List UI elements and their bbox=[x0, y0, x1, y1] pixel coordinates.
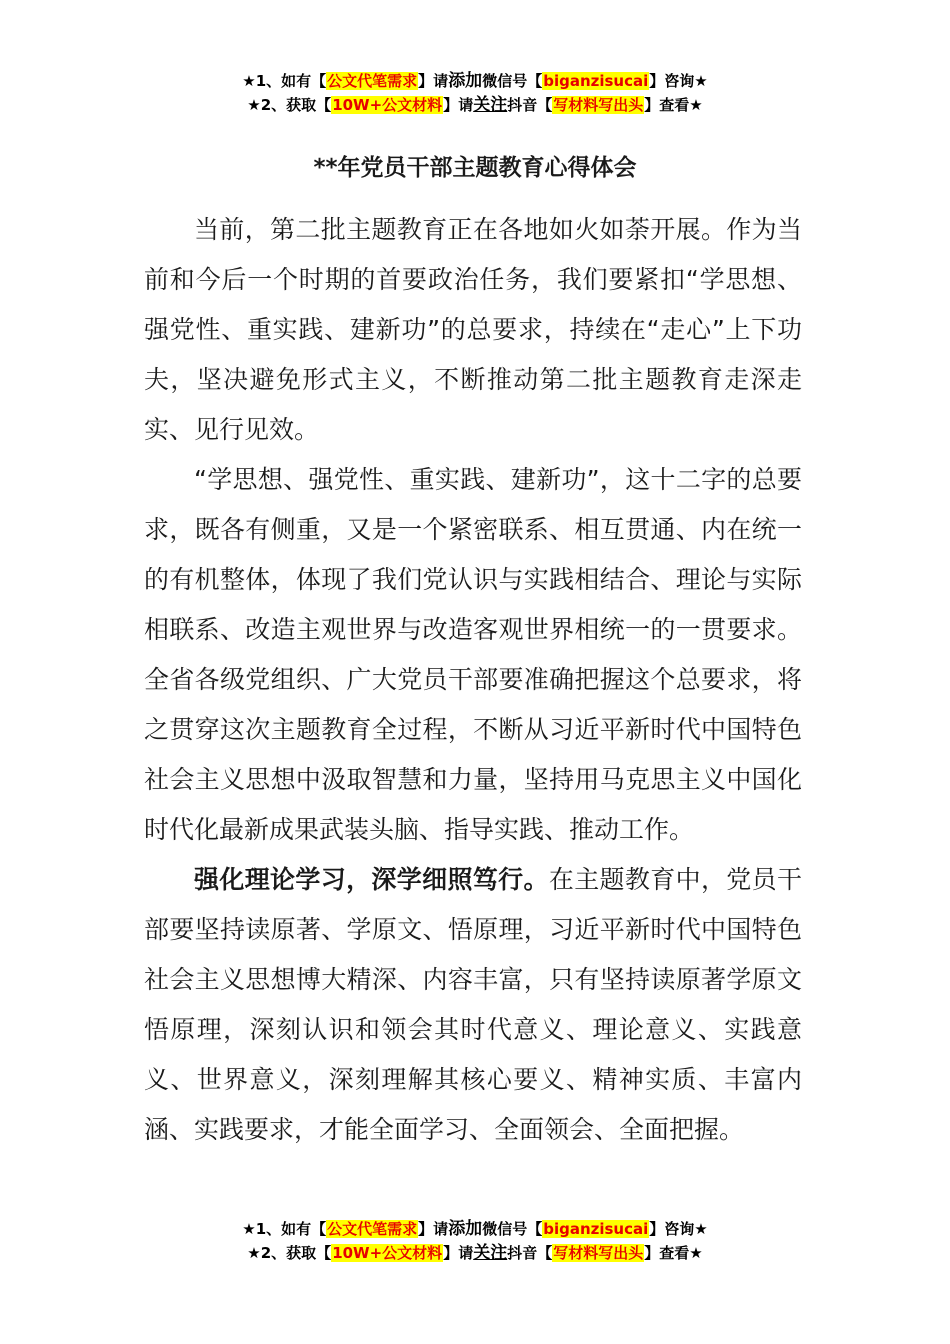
highlight-douyin-account: 写材料写出头 bbox=[553, 96, 644, 114]
banner-text: 】请 bbox=[443, 96, 474, 114]
emphasis-follow: 关注 bbox=[473, 95, 508, 115]
banner-text: 】咨询 bbox=[649, 72, 695, 90]
paragraph-3 bbox=[144, 855, 802, 1155]
banner-text: 1、如有【 bbox=[255, 1220, 327, 1238]
banner-text: 抖音【 bbox=[507, 96, 553, 114]
highlight-wechat-id: biganzisucai bbox=[543, 1220, 649, 1238]
banner-text: 】请 bbox=[418, 1220, 449, 1238]
banner-text: 2、获取【 bbox=[260, 1244, 332, 1262]
banner-line-2 bbox=[0, 1241, 950, 1265]
banner-text: 】请 bbox=[443, 1244, 474, 1262]
emphasis-add: 添加 bbox=[448, 71, 483, 91]
banner-text: 微信号【 bbox=[482, 72, 543, 90]
star-icon: ★ bbox=[247, 96, 261, 114]
star-icon: ★ bbox=[694, 72, 708, 90]
banner-text: 】查看 bbox=[644, 96, 690, 114]
highlight-service: 公文代笔需求 bbox=[327, 72, 418, 90]
banner-text: 2、获取【 bbox=[260, 96, 332, 114]
star-icon: ★ bbox=[694, 1220, 708, 1238]
star-icon: ★ bbox=[242, 1220, 256, 1238]
banner-line-1 bbox=[0, 69, 950, 93]
paragraph-1 bbox=[144, 205, 802, 455]
highlight-service: 公文代笔需求 bbox=[327, 1220, 418, 1238]
paragraph-2 bbox=[144, 455, 802, 855]
emphasis-follow: 关注 bbox=[473, 1243, 508, 1263]
banner-line-2 bbox=[0, 93, 950, 117]
banner-text: 】查看 bbox=[644, 1244, 690, 1262]
header-banner bbox=[0, 69, 950, 117]
document-title: **年党员干部主题教育心得体会 bbox=[313, 155, 637, 181]
highlight-materials: 10W+公文材料 bbox=[332, 1244, 443, 1262]
paragraph-text: “学思想、强党性、重实践、建新功”，这十二字的总要求，既各有侧重，又是一个紧密联系、相互贯通、内在统一的有机整体，体现了我们党认识与实践相结合、理论与实际相联系、改造主观世界与改造客观世界相统一的一贯要求。全省各级党组织、广大党员干部要准确把握这个总要求，将之贯穿这次主题教育全过程，不断从习近平新时代中国特色社会主义思想中汲取智慧和力量，坚持用马克思主义中国化时代化最新成果武装头脑、指导实践、推动工作。 bbox=[144, 465, 802, 844]
highlight-wechat-id: biganzisucai bbox=[543, 72, 649, 90]
paragraph-lead: 强化理论学习，深学细照笃行。 bbox=[194, 865, 549, 894]
star-icon: ★ bbox=[689, 1244, 703, 1262]
banner-text: 】咨询 bbox=[649, 1220, 695, 1238]
paragraph-text: 当前，第二批主题教育正在各地如火如荼开展。作为当前和今后一个时期的首要政治任务，我们要紧扣“学思想、强党性、重实践、建新功”的总要求，持续在“走心”上下功夫，坚决避免形式主义，不断推动第二批主题教育走深走实、见行见效。 bbox=[144, 215, 802, 444]
star-icon: ★ bbox=[247, 1244, 261, 1262]
banner-line-1 bbox=[0, 1217, 950, 1241]
footer-banner bbox=[0, 1217, 950, 1265]
banner-text: 抖音【 bbox=[507, 1244, 553, 1262]
document-body bbox=[144, 205, 802, 1155]
star-icon: ★ bbox=[242, 72, 256, 90]
banner-text: 微信号【 bbox=[482, 1220, 543, 1238]
emphasis-add: 添加 bbox=[448, 1219, 483, 1239]
highlight-douyin-account: 写材料写出头 bbox=[553, 1244, 644, 1262]
star-icon: ★ bbox=[689, 96, 703, 114]
banner-text: 】请 bbox=[418, 72, 449, 90]
banner-text: 1、如有【 bbox=[255, 72, 327, 90]
highlight-materials: 10W+公文材料 bbox=[332, 96, 443, 114]
paragraph-text: 在主题教育中，党员干部要坚持读原著、学原文、悟原理，习近平新时代中国特色社会主义思想博大精深、内容丰富，只有坚持读原著学原文悟原理，深刻认识和领会其时代意义、理论意义、实践意义、世界意义，深刻理解其核心要义、精神实质、丰富内涵、实践要求，才能全面学习、全面领会、全面把握。 bbox=[144, 865, 802, 1144]
